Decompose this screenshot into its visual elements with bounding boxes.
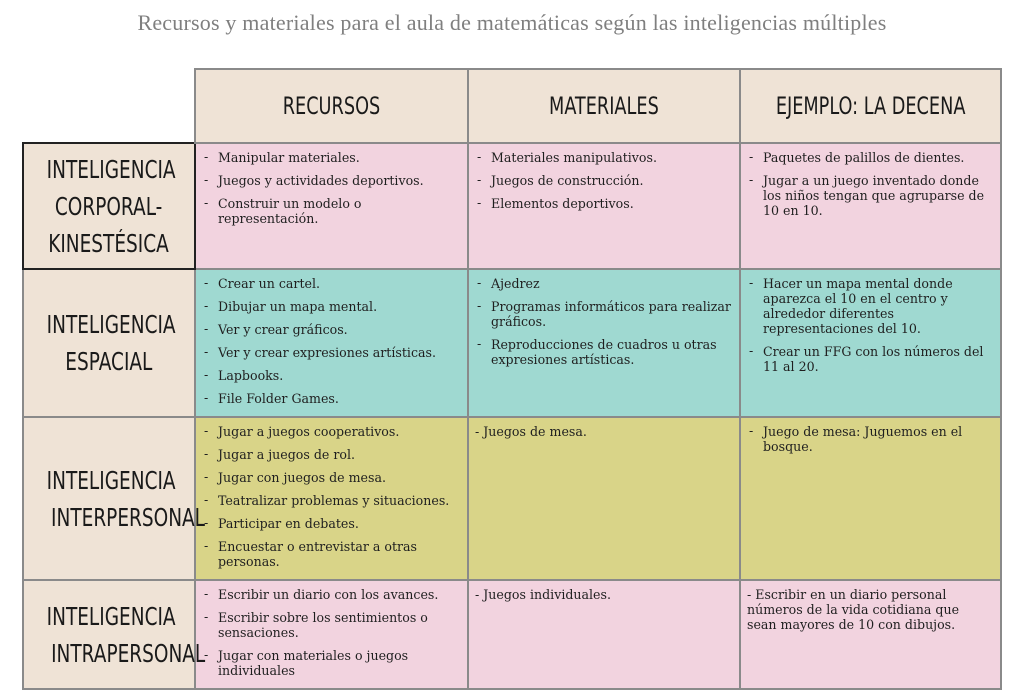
- cell-ejemplo: [740, 580, 1001, 689]
- header-ejemplo: EJEMPLO: LA DECENA: [740, 69, 1001, 143]
- cell-ejemplo: [740, 143, 1001, 269]
- list-item: - Construir un modelo o representación.: [202, 196, 459, 226]
- header-row: [23, 69, 1001, 143]
- cell-materiales: [468, 269, 740, 417]
- table-row: [23, 143, 1001, 269]
- table-row: [23, 580, 1001, 689]
- cell-recursos: [195, 417, 468, 580]
- list-item: - Ajedrez: [475, 276, 731, 291]
- list-item: - Ver y crear gráficos.: [202, 322, 459, 337]
- list-item: - Jugar con materiales o juegos individuales: [202, 648, 459, 678]
- page-title: Recursos y materiales para el aula de matemáticas según las inteligencias múltiples: [137, 10, 887, 35]
- row-label-intrapersonal: INTELIGENCIA INTRAPERSONAL: [23, 580, 195, 689]
- list-item: - Paquetes de palillos de dientes.: [747, 150, 992, 165]
- corner-cell: [23, 69, 195, 143]
- cell-materiales: [468, 143, 740, 269]
- list-item: - Hacer un mapa mental donde aparezca el 10 en el centro y alrededor diferentes representaciones del 10.: [747, 276, 992, 336]
- header-materiales: MATERIALES: [468, 69, 740, 143]
- list-item: - Crear un cartel.: [202, 276, 459, 291]
- list-item: - Manipular materiales.: [202, 150, 459, 165]
- list-item: - Jugar a un juego inventado donde los niños tengan que agruparse de 10 en 10.: [747, 173, 992, 218]
- list-item: - Jugar a juegos cooperativos.: [202, 424, 459, 439]
- list-item: - Reproducciones de cuadros u otras expresiones artísticas.: [475, 337, 731, 367]
- cell-recursos: [195, 580, 468, 689]
- cell-ejemplo: [740, 417, 1001, 580]
- list-item: - Teatralizar problemas y situaciones.: [202, 493, 459, 508]
- list-item: - Programas informáticos para realizar gráficos.: [475, 299, 731, 329]
- cell-ejemplo: [740, 269, 1001, 417]
- list-item: - Dibujar un mapa mental.: [202, 299, 459, 314]
- list-item: - Juegos y actividades deportivos.: [202, 173, 459, 188]
- list-item: - Elementos deportivos.: [475, 196, 731, 211]
- cell-recursos: [195, 269, 468, 417]
- row-label-interpersonal: INTELIGENCIA INTERPERSONAL: [23, 417, 195, 580]
- table-row: [23, 269, 1001, 417]
- list-item: - Escribir un diario con los avances.: [202, 587, 459, 602]
- row-label-corporal-kinestesica: INTELIGENCIA CORPORAL- KINESTÉSICA: [23, 143, 195, 269]
- materiales-text: - Juegos de mesa.: [475, 424, 587, 439]
- list-item: - Juego de mesa: Juguemos en el bosque.: [747, 424, 992, 454]
- list-item: - Escribir sobre los sentimientos o sensaciones.: [202, 610, 459, 640]
- list-item: - Encuestar o entrevistar a otras personas.: [202, 539, 459, 569]
- list-item: - File Folder Games.: [202, 391, 459, 406]
- list-item: - Jugar a juegos de rol.: [202, 447, 459, 462]
- cell-materiales: [468, 580, 740, 689]
- materiales-text: - Juegos individuales.: [475, 587, 611, 602]
- list-item: - Juegos de construcción.: [475, 173, 731, 188]
- table-row: [23, 417, 1001, 580]
- row-label-espacial: INTELIGENCIA ESPACIAL: [23, 269, 195, 417]
- list-item: - Ver y crear expresiones artísticas.: [202, 345, 459, 360]
- cell-recursos: [195, 143, 468, 269]
- intelligences-table: [22, 68, 1002, 690]
- header-recursos: RECURSOS: [195, 69, 468, 143]
- list-item: - Materiales manipulativos.: [475, 150, 731, 165]
- list-item: - Jugar con juegos de mesa.: [202, 470, 459, 485]
- list-item: - Crear un FFG con los números del 11 al 20.: [747, 344, 992, 374]
- ejemplo-text: - Escribir en un diario personal números de la vida cotidiana que sean mayores de 10 con dibujos.: [747, 587, 960, 632]
- list-item: - Lapbooks.: [202, 368, 459, 383]
- list-item: - Participar en debates.: [202, 516, 459, 531]
- cell-materiales: [468, 417, 740, 580]
